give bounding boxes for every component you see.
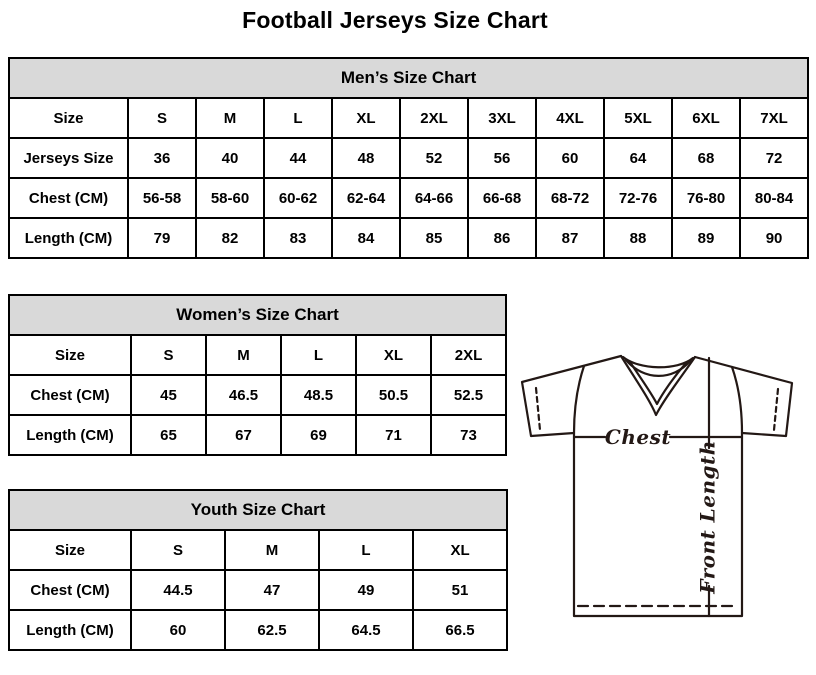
table-cell: 64.5	[319, 610, 413, 650]
table-cell: 85	[400, 218, 468, 258]
table-row	[9, 610, 507, 650]
table-cell: 69	[281, 415, 356, 455]
table-cell: 84	[332, 218, 400, 258]
table-cell: 6XL	[672, 98, 740, 138]
table-cell: 88	[604, 218, 672, 258]
table-cell: 56-58	[128, 178, 196, 218]
table-cell: 47	[225, 570, 319, 610]
row-header-cell: Size	[9, 98, 128, 138]
table-cell: 2XL	[400, 98, 468, 138]
table-cell: L	[264, 98, 332, 138]
table-cell: 62-64	[332, 178, 400, 218]
table-cell: 66-68	[468, 178, 536, 218]
table-cell: 73	[431, 415, 506, 455]
mens-size-table	[8, 57, 809, 259]
table-cell: 2XL	[431, 335, 506, 375]
table-cell: M	[196, 98, 264, 138]
table-cell: 71	[356, 415, 431, 455]
table-cell: 52.5	[431, 375, 506, 415]
table-cell: 76-80	[672, 178, 740, 218]
table-cell: 80-84	[740, 178, 808, 218]
table-cell: 64-66	[400, 178, 468, 218]
table-cell: S	[131, 530, 225, 570]
table-cell: 62.5	[225, 610, 319, 650]
table-title-row	[9, 58, 808, 98]
table-cell: M	[225, 530, 319, 570]
table-cell: XL	[413, 530, 507, 570]
table-cell: 56	[468, 138, 536, 178]
table-cell: 68-72	[536, 178, 604, 218]
womens-size-table	[8, 294, 507, 456]
table-row	[9, 570, 507, 610]
table-cell: 82	[196, 218, 264, 258]
table-title-row	[9, 295, 506, 335]
table-cell: 48	[332, 138, 400, 178]
mens-table-title: Men’s Size Chart	[9, 58, 808, 98]
table-cell: 64	[604, 138, 672, 178]
jersey-right-cuff-dashed-line	[774, 389, 778, 430]
table-cell: 67	[206, 415, 281, 455]
table-cell: 52	[400, 138, 468, 178]
table-cell: 46.5	[206, 375, 281, 415]
row-header-cell: Size	[9, 530, 131, 570]
chest-label: Chest	[604, 425, 672, 449]
table-cell: 79	[128, 218, 196, 258]
table-row	[9, 98, 808, 138]
row-header-cell: Chest (CM)	[9, 570, 131, 610]
table-cell: 66.5	[413, 610, 507, 650]
table-cell: M	[206, 335, 281, 375]
table-cell: 65	[131, 415, 206, 455]
youth-size-table	[8, 489, 508, 651]
table-cell: 87	[536, 218, 604, 258]
table-cell: 45	[131, 375, 206, 415]
table-cell: 4XL	[536, 98, 604, 138]
table-cell: XL	[356, 335, 431, 375]
youth-table-title: Youth Size Chart	[9, 490, 507, 530]
row-header-cell: Chest (CM)	[9, 178, 128, 218]
row-header-cell: Jerseys Size	[9, 138, 128, 178]
table-row	[9, 530, 507, 570]
table-cell: S	[131, 335, 206, 375]
table-cell: 51	[413, 570, 507, 610]
row-header-cell: Chest (CM)	[9, 375, 131, 415]
page-title: Football Jerseys Size Chart	[242, 7, 548, 33]
womens-table-title: Women’s Size Chart	[9, 295, 506, 335]
table-cell: 68	[672, 138, 740, 178]
table-cell: L	[281, 335, 356, 375]
table-cell: 3XL	[468, 98, 536, 138]
table-cell: 90	[740, 218, 808, 258]
table-cell: 60	[536, 138, 604, 178]
table-cell: 40	[196, 138, 264, 178]
table-row	[9, 335, 506, 375]
table-cell: 5XL	[604, 98, 672, 138]
table-row	[9, 218, 808, 258]
jersey-right-seam	[732, 367, 742, 433]
table-cell: 86	[468, 218, 536, 258]
row-header-cell: Length (CM)	[9, 610, 131, 650]
table-title-row	[9, 490, 507, 530]
table-row	[9, 375, 506, 415]
jersey-left-seam	[574, 366, 584, 433]
table-cell: 72-76	[604, 178, 672, 218]
table-cell: XL	[332, 98, 400, 138]
jersey-left-cuff-dashed-line	[536, 388, 540, 430]
row-header-cell: Size	[9, 335, 131, 375]
table-cell: 44.5	[131, 570, 225, 610]
table-cell: 58-60	[196, 178, 264, 218]
table-row	[9, 178, 808, 218]
table-cell: 60-62	[264, 178, 332, 218]
table-cell: 60	[131, 610, 225, 650]
table-cell: 49	[319, 570, 413, 610]
table-cell: 7XL	[740, 98, 808, 138]
table-cell: 72	[740, 138, 808, 178]
row-header-cell: Length (CM)	[9, 218, 128, 258]
table-cell: 44	[264, 138, 332, 178]
table-row	[9, 415, 506, 455]
jersey-measurement-diagram	[505, 320, 816, 675]
table-cell: L	[319, 530, 413, 570]
table-cell: 83	[264, 218, 332, 258]
table-cell: 89	[672, 218, 740, 258]
table-cell: 48.5	[281, 375, 356, 415]
front-length-label: Front Length	[695, 440, 720, 594]
table-cell: S	[128, 98, 196, 138]
table-cell: 50.5	[356, 375, 431, 415]
row-header-cell: Length (CM)	[9, 415, 131, 455]
table-cell: 36	[128, 138, 196, 178]
table-row	[9, 138, 808, 178]
